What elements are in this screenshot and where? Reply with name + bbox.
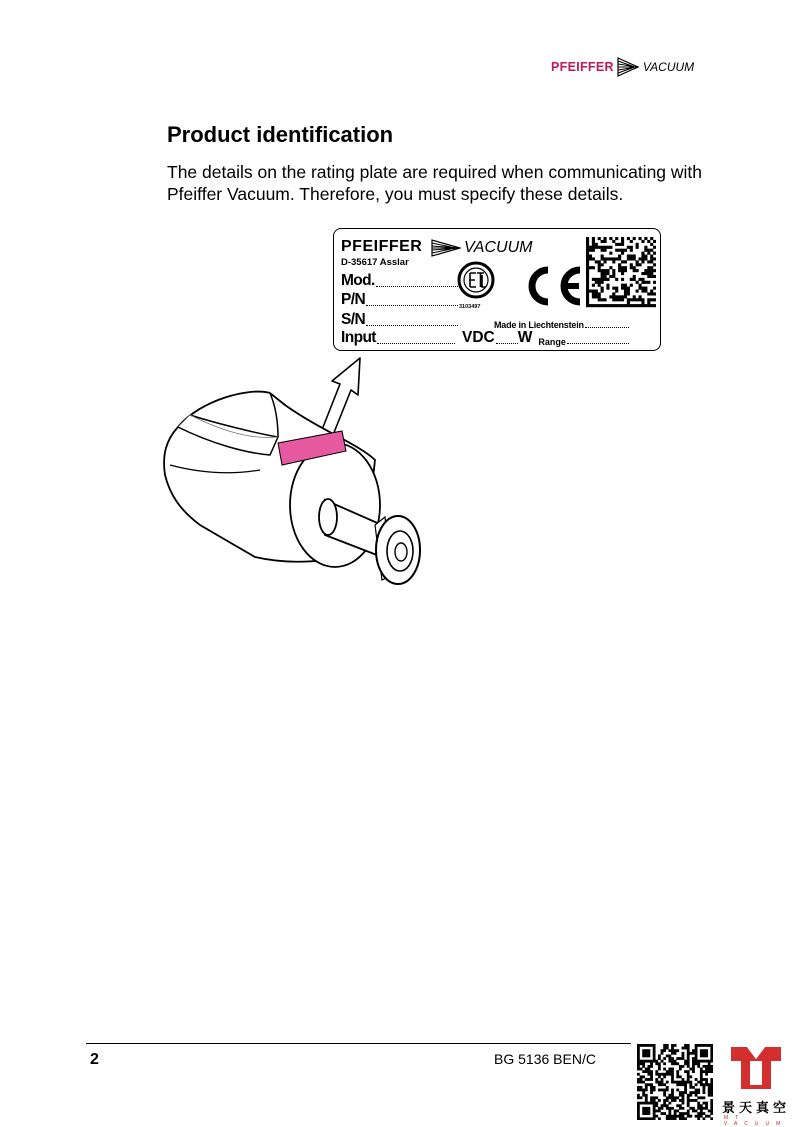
- mt-logo-chinese: 景天真空: [722, 1101, 791, 1116]
- plate-field-label: Input: [341, 329, 376, 346]
- etl-listed-icon: [457, 261, 495, 299]
- document-code: BG 5136 BEN/C: [494, 1051, 596, 1067]
- field-dots: [366, 324, 458, 326]
- page-title: Product identification: [167, 122, 394, 147]
- plate-field-sn: [341, 311, 458, 329]
- field-dots: [377, 342, 455, 344]
- plate-watt: W: [517, 329, 533, 346]
- plate-input-values: [462, 329, 629, 347]
- plate-vdc: VDC: [462, 329, 495, 346]
- plate-field-pn: [341, 291, 458, 309]
- plate-field-input: [341, 329, 455, 347]
- plate-field-mod: [341, 272, 462, 290]
- field-dots: [567, 342, 629, 344]
- qr-code: [637, 1044, 713, 1120]
- plate-range: Range: [538, 337, 566, 347]
- mt-vacuum-logo-icon: [727, 1045, 785, 1091]
- footer-rule: [86, 1043, 631, 1044]
- rating-plate: [333, 228, 661, 351]
- header-vacuum: VACUUM: [642, 60, 695, 74]
- plate-address: D-35617 Asslar: [341, 257, 409, 268]
- field-dots: [585, 326, 629, 328]
- field-dots: [366, 304, 458, 306]
- pfeiffer-mark-icon: [617, 57, 639, 77]
- plate-cert-number: 3103497: [459, 304, 481, 310]
- plate-field-label: S/N: [341, 311, 366, 328]
- mt-logo-english: MT VACUUM: [724, 1115, 788, 1127]
- intro-paragraph: The details on the rating plate are required when communicating with Pfeiffer Vacuum. Therefore, you must specify these details.: [167, 162, 703, 204]
- plate-field-label: P/N: [341, 291, 366, 308]
- plate-vacuum: VACUUM: [464, 239, 533, 256]
- header-brand: PFEIFFER: [551, 60, 614, 74]
- page-number: 2: [90, 1051, 99, 1068]
- plate-brand: PFEIFFER: [341, 238, 423, 255]
- data-matrix-code: [586, 237, 656, 309]
- ce-mark-icon: [522, 265, 584, 307]
- plate-pfeiffer-mark-icon: [431, 239, 461, 257]
- plate-made-in-text: Made in Liechtenstein: [494, 320, 584, 330]
- header-logo: [551, 57, 694, 77]
- field-dots: [496, 342, 518, 344]
- plate-field-label: Mod.: [341, 272, 375, 289]
- field-dots: [376, 285, 462, 287]
- gauge-illustration: [160, 385, 460, 595]
